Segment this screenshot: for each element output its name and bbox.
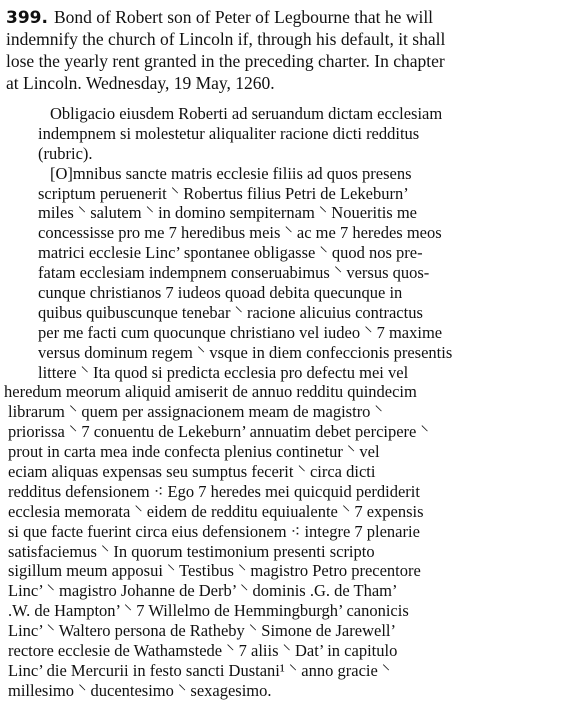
text-line: prout in carta mea inde confecta plenius continetur ⸌ vel <box>8 442 380 462</box>
text-line: satisfaciemus ⸌ In quorum testimonium presenti scripto <box>8 541 375 561</box>
text-line: redditus defensionem ⁖ Ego 7 heredes mei quicquid perdiderit <box>8 481 420 501</box>
heading-text: Bond of Robert son of Peter of Legbourne that he will <box>53 7 434 27</box>
text-line: cunque christianos 7 iudeos quoad debita quecunque in <box>38 283 403 303</box>
text-line: priorissa ⸌ 7 conuentu de Lekeburn’ annuatim debet percipere ⸌ <box>8 422 429 442</box>
entry-number: 399. <box>6 8 48 28</box>
text-line: rectore ecclesie de Wathamstede ⸌ 7 aliis ⸌ Dat’ in capitulo <box>8 641 398 661</box>
text-line: Linc’ ⸌ Waltero persona de Ratheby ⸌ Simone de Jarewell’ <box>8 621 396 641</box>
rubric-line: Obligacio eiusdem Roberti ad seruandum dictam ecclesiam <box>50 104 443 123</box>
text-line: per me facti cum quocunque christiano vel iudeo ⸌ 7 maxime <box>38 322 443 342</box>
heading-line: at Lincoln. Wednesday, 19 May, 1260. <box>6 73 275 93</box>
text-line: sigillum meum apposui ⸌ Testibus ⸌ magistro Petro precentore <box>8 561 421 581</box>
text-line: si que facte fuerint circa eius defensionem ⁖ integre 7 plenarie <box>8 521 420 541</box>
heading-line: lose the yearly rent granted in the preceding charter. In chapter <box>6 51 445 71</box>
text-line: librarum ⸌ quem per assignacionem meam de magistro ⸌ <box>8 402 383 422</box>
text-line: ecclesia memorata ⸌ eidem de redditu equiualente ⸌ 7 expensis <box>8 501 424 521</box>
text-line: littere ⸌ Ita quod si predicta ecclesia pro defectu mei vel <box>38 362 409 382</box>
text-line: millesimo ⸌ ducentesimo ⸌ sexagesimo. <box>8 680 272 700</box>
text-line: eciam aliquas expensas seu sumptus fecerit ⸌ circa dicti <box>8 462 376 482</box>
text-line: [O]mnibus sancte matris ecclesie filiis ad quos presens <box>50 163 412 183</box>
entry-heading <box>6 6 572 94</box>
text-line: Linc’ ⸌ magistro Johanne de Derb’ ⸌ dominis .G. de Tham’ <box>8 581 398 601</box>
text-line: miles ⸌ salutem ⸌ in domino sempiternam ⸌ Noueritis me <box>38 203 417 223</box>
text-line: fatam ecclesiam indempnem conseruabimus ⸌ versus quos- <box>38 263 430 283</box>
text-line: Linc’ die Mercurii in festo sancti Dustani¹ ⸌ anno gracie ⸌ <box>8 660 391 680</box>
text-line: quibus quibuscunque tenebar ⸌ racione alicuius contractus <box>38 302 423 322</box>
rubric-line: indempnem si molestetur aliqualiter racione dicti redditus <box>38 123 420 143</box>
charter-text <box>0 104 576 701</box>
heading-line: indemnify the church of Lincoln if, through his default, it shall <box>6 29 446 49</box>
text-line: versus dominum regem ⸌ vsque in diem confeccionis presentis <box>38 342 453 362</box>
text-line: matrici ecclesie Linc’ spontanee obligasse ⸌ quod nos pre- <box>38 243 423 263</box>
text-line: .W. de Hampton’ ⸌ 7 Willelmo de Hemmingburgh’ canonicis <box>8 601 409 621</box>
text-line: concessisse pro me 7 heredibus meis ⸌ ac me 7 heredes meos <box>38 223 442 243</box>
rubric-line: (rubric). <box>38 143 93 163</box>
heading-line <box>6 6 572 28</box>
text-line: scriptum peruenerit ⸌ Robertus filius Petri de Lekeburn’ <box>38 183 409 203</box>
text-line: heredum meorum aliquid amiserit de annuo redditu quindecim <box>4 382 417 402</box>
